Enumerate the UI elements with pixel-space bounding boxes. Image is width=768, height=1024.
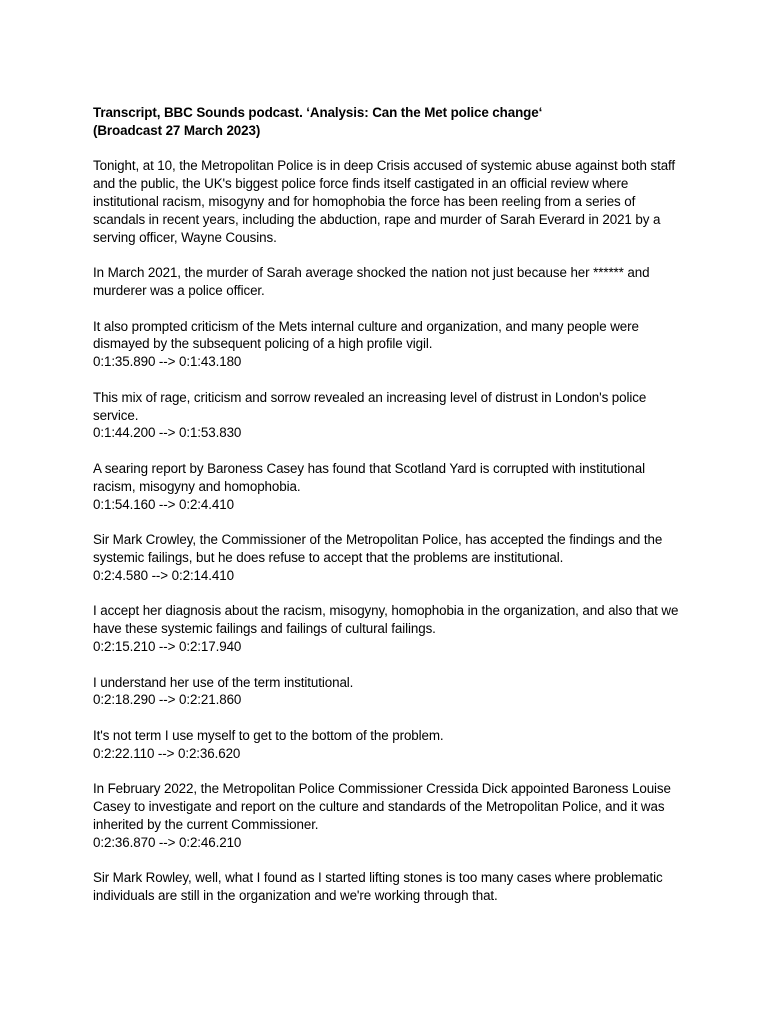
transcript-page <box>93 104 683 905</box>
transcript-paragraph <box>93 727 683 763</box>
timestamp: 0:1:35.890 --> 0:1:43.180 <box>93 354 242 370</box>
transcript-paragraph <box>93 264 683 300</box>
transcript-paragraph <box>93 780 683 851</box>
transcript-paragraph <box>93 389 683 442</box>
timestamp: 0:2:15.210 --> 0:2:17.940 <box>93 638 242 654</box>
paragraph-text: Tonight, at 10, the Metropolitan Police is in deep Crisis accused of systemic abuse against both staff and the public, the UK's biggest police force finds itself castigated in an official review where institutional racism, misogyny and for homophobia the force has been reeling from a series of scandals in recent years, including the abduction, rape and murder of Sarah Everard in 2021 by a serving officer, Wayne Cousins. <box>93 158 676 245</box>
transcript-paragraph <box>93 157 683 246</box>
paragraph-text: I understand her use of the term institutional. <box>93 674 354 690</box>
timestamp: 0:1:44.200 --> 0:1:53.830 <box>93 425 242 441</box>
timestamp: 0:1:54.160 --> 0:2:4.410 <box>93 496 234 512</box>
transcript-paragraph <box>93 869 683 905</box>
paragraph-text: In February 2022, the Metropolitan Police Commissioner Cressida Dick appointed Baroness Louise Casey to investigate and report on the culture and standards of the Metropolitan Police, and it was inherited by the current Commissioner. <box>93 781 671 832</box>
paragraph-text: Sir Mark Rowley, well, what I found as I started lifting stones is too many cases where problematic individuals are still in the organization and we're working through that. <box>93 870 663 904</box>
timestamp: 0:2:4.580 --> 0:2:14.410 <box>93 567 234 583</box>
document-title <box>93 104 683 140</box>
paragraph-text: This mix of rage, criticism and sorrow revealed an increasing level of distrust in London's police service. <box>93 389 647 423</box>
timestamp: 0:2:36.870 --> 0:2:46.210 <box>93 834 242 850</box>
transcript-paragraph <box>93 602 683 655</box>
paragraph-text: It also prompted criticism of the Mets internal culture and organization, and many people were dismayed by the subsequent policing of a high profile vigil. <box>93 318 639 352</box>
transcript-paragraph <box>93 674 683 710</box>
timestamp: 0:2:18.290 --> 0:2:21.860 <box>93 692 242 708</box>
title-line-1: Transcript, BBC Sounds podcast. ‘Analysis: Can the Met police change‘ <box>93 105 543 120</box>
transcript-paragraph <box>93 460 683 513</box>
paragraph-text: It's not term I use myself to get to the bottom of the problem. <box>93 727 444 743</box>
paragraph-text: A searing report by Baroness Casey has found that Scotland Yard is corrupted with institutional racism, misogyny and homophobia. <box>93 460 645 494</box>
title-line-2: (Broadcast 27 March 2023) <box>93 122 261 138</box>
transcript-paragraph <box>93 318 683 371</box>
paragraph-text: Sir Mark Crowley, the Commissioner of the Metropolitan Police, has accepted the findings and the systemic failings, but he does refuse to accept that the problems are institutional. <box>93 532 663 565</box>
transcript-paragraph <box>93 531 683 584</box>
paragraph-text: I accept her diagnosis about the racism, misogyny, homophobia in the organization, and also that we have these systemic failings and failings of cultural failings. <box>93 603 679 637</box>
timestamp: 0:2:22.110 --> 0:2:36.620 <box>93 745 241 761</box>
paragraph-text: In March 2021, the murder of Sarah average shocked the nation not just because her ****** and murderer was a police officer. <box>93 265 650 298</box>
